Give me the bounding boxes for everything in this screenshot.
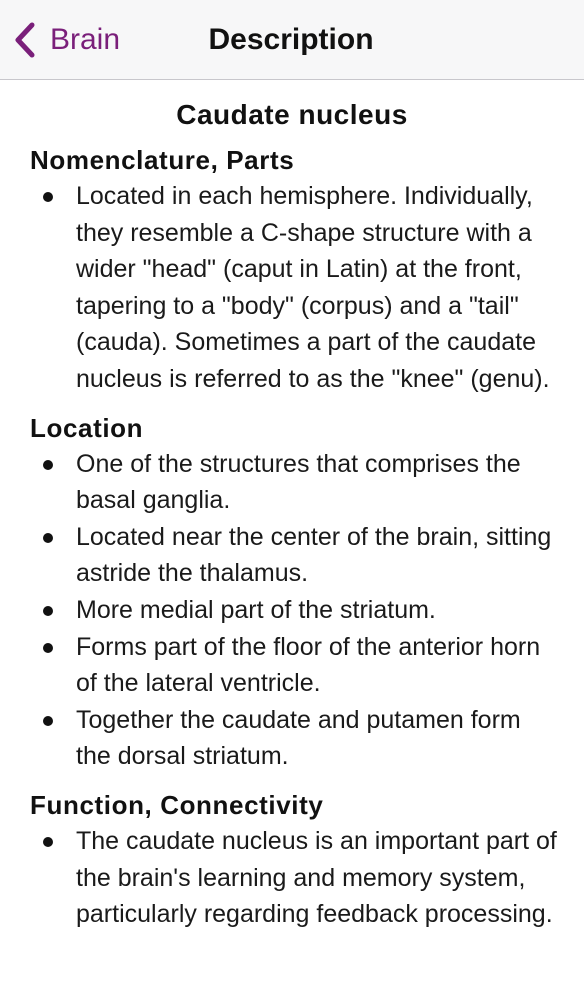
nav-title: Description: [208, 23, 374, 56]
list-item: [0, 178, 584, 398]
list-item: [0, 519, 584, 592]
list-item: [0, 592, 584, 629]
section-heading: Location: [30, 412, 144, 443]
list-item: [0, 702, 584, 775]
document-title: Caudate nucleus: [176, 99, 408, 130]
section-heading: Function, Connectivity: [30, 789, 324, 820]
list-item-text: Together the caudate and putamen form the dorsal striatum.: [76, 705, 521, 771]
section-nomenclature: [0, 142, 584, 398]
bullet-icon: [43, 643, 53, 653]
bullet-icon: [43, 606, 53, 616]
list-item: [0, 446, 584, 519]
bullet-icon: [43, 716, 53, 726]
back-button-label: Brain: [50, 23, 121, 56]
bullet-list: [0, 178, 584, 398]
section-heading: Nomenclature, Parts: [30, 145, 295, 175]
list-item-text: Located near the center of the brain, sitting astride the thalamus.: [76, 522, 552, 588]
bullet-icon: [43, 192, 53, 202]
list-item: [0, 823, 584, 933]
list-item: [0, 629, 584, 702]
section-location: [0, 410, 584, 775]
bullet-list: [0, 823, 584, 933]
list-item-text: Forms part of the floor of the anterior horn of the lateral ventricle.: [76, 632, 541, 698]
description-content[interactable]: [0, 80, 584, 1000]
section-function: [0, 787, 584, 933]
bullet-icon: [43, 533, 53, 543]
list-item-text: The caudate nucleus is an important part of the brain's learning and memory system, particularly regarding feedback processing.: [76, 826, 557, 929]
list-item-text: Located in each hemisphere. Individually, they resemble a C-shape structure with a wider "head" (caput in Latin) at the front, tapering to a "body" (corpus) and a "tail" (cauda). Sometimes a part of the caudate nucleus is referred to as the "knee" (genu).: [76, 182, 550, 393]
bullet-icon: [43, 837, 53, 847]
navigation-bar: [0, 0, 584, 80]
bullet-list: [0, 446, 584, 775]
bullet-icon: [43, 460, 53, 470]
list-item-text: More medial part of the striatum.: [76, 595, 436, 624]
list-item-text: One of the structures that comprises the basal ganglia.: [76, 449, 521, 515]
